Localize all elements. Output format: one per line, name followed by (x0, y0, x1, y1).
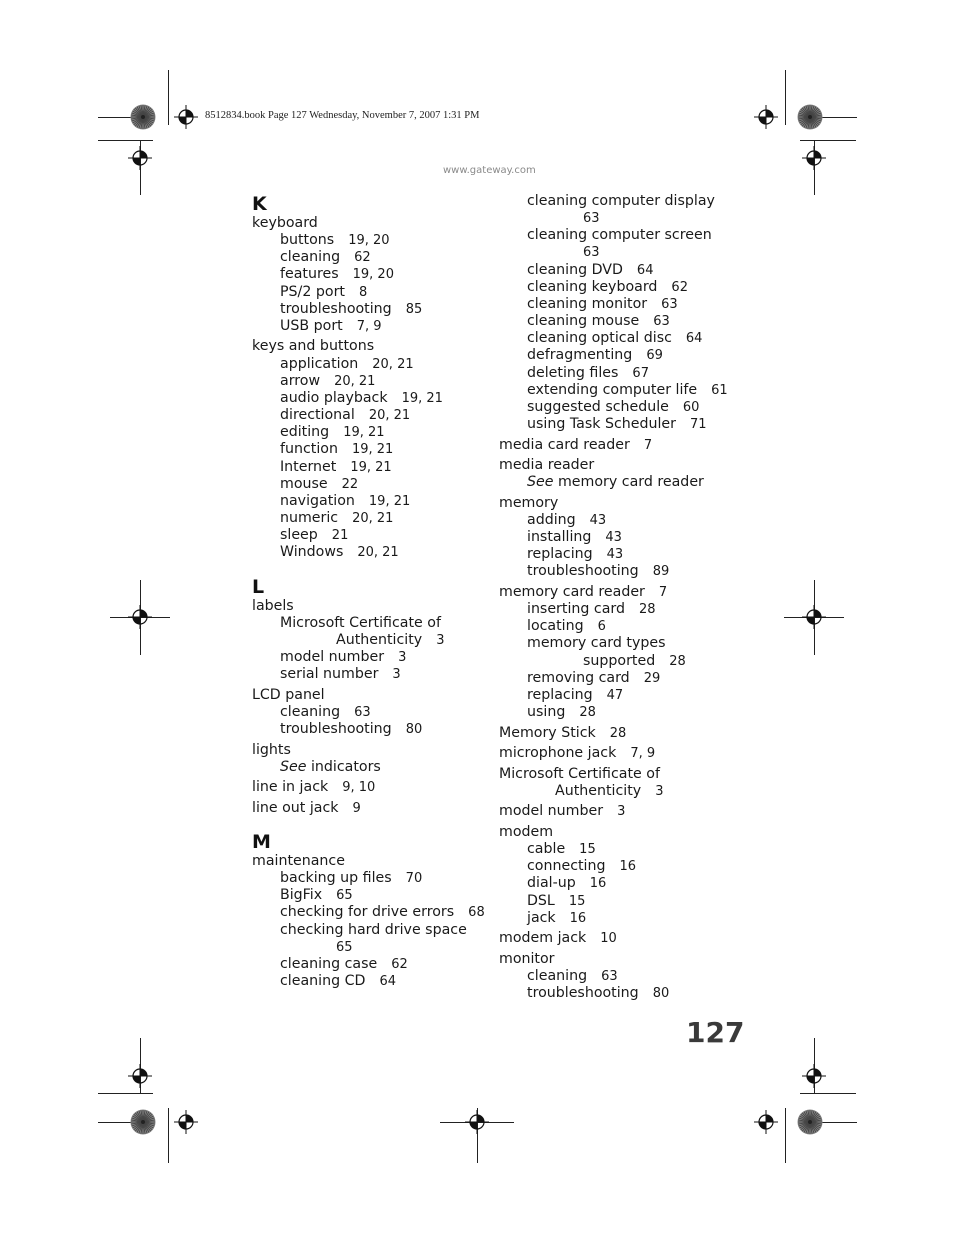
index-term: maintenance (252, 852, 345, 869)
color-target-icon (130, 104, 156, 134)
page-refs: 63 (601, 969, 618, 985)
index-section (252, 831, 485, 990)
index-entry (499, 725, 728, 742)
index-term: serial number (280, 666, 379, 683)
page-refs: 29 (643, 670, 661, 686)
index-term: cable (527, 841, 566, 858)
page-refs: 3 (655, 783, 664, 799)
index-term: media card reader (499, 436, 630, 453)
page-refs: 28 (579, 705, 596, 721)
page-refs: 63 (653, 314, 670, 330)
index-term: cleaning CD (280, 973, 366, 990)
subentry-line (499, 687, 728, 704)
page-refs: 62 (671, 279, 688, 295)
page-refs: 65 (336, 888, 353, 904)
entry-line (499, 725, 728, 742)
subentry-line (252, 390, 485, 407)
subentry-line (499, 546, 728, 563)
index-entry (499, 824, 728, 927)
subentry-line (499, 382, 728, 399)
subentry-line (499, 529, 728, 546)
entry-line (499, 495, 728, 512)
subentry-line (252, 527, 485, 544)
registration-mark-icon (128, 605, 152, 629)
subentry-line (252, 249, 485, 266)
page-refs: 21 (331, 528, 349, 544)
index-term: troubleshooting (280, 300, 392, 317)
page-number: 127 (686, 1016, 745, 1049)
subentry-line (499, 875, 728, 892)
subentry-line (499, 399, 728, 416)
index-entry (252, 338, 485, 561)
index-term: cleaning optical disc (527, 330, 672, 347)
continuation-line (499, 244, 728, 261)
index-term: replacing (527, 686, 593, 703)
index-term: monitor (499, 950, 555, 967)
page-refs: 8 (358, 284, 368, 300)
subentry-line (252, 318, 485, 335)
page-refs: 16 (569, 910, 587, 926)
page-refs: 43 (606, 547, 624, 563)
index-term: backing up files (280, 870, 392, 887)
index-entry (499, 457, 728, 491)
index-entry (252, 598, 485, 684)
section-letter: L (252, 575, 265, 598)
subentry-line (252, 459, 485, 476)
subentry-line (252, 973, 485, 990)
subentry-line (252, 922, 485, 939)
index-term: model number (499, 803, 604, 820)
entry-line (499, 457, 728, 474)
registration-mark-icon (802, 1064, 826, 1088)
page-refs: 60 (682, 399, 700, 415)
crop-line (98, 1093, 153, 1094)
index-term: Internet (280, 458, 337, 475)
continuation-line (499, 210, 728, 227)
index-entry (252, 687, 485, 738)
entry-line (252, 800, 485, 817)
index-entry (499, 930, 728, 947)
page-refs: 62 (354, 250, 371, 266)
entry-line (499, 766, 728, 783)
continuation-line (252, 939, 485, 956)
entry-line (499, 437, 728, 454)
page-refs: 20, 21 (334, 373, 376, 389)
index-entry (252, 800, 485, 817)
subentry-line (499, 563, 728, 580)
crop-line (800, 140, 856, 141)
page-refs: 71 (690, 417, 707, 433)
registration-mark-icon (754, 1110, 778, 1134)
subentry-line (252, 510, 485, 527)
index-term: cleaning (280, 249, 341, 266)
index-term: jack (527, 909, 556, 926)
index-term: LCD panel (252, 686, 325, 703)
index-term: sleep (280, 527, 318, 544)
page-refs: 22 (341, 476, 359, 492)
index-term: defragmenting (527, 347, 633, 364)
page-refs: 9, 10 (342, 780, 376, 796)
index-term: troubleshooting (527, 563, 639, 580)
index-term-cont: Authenticity (555, 782, 642, 799)
page-refs: 43 (605, 530, 622, 546)
index-entry (499, 803, 728, 820)
page-refs: 28 (669, 653, 686, 669)
subentry-line (252, 424, 485, 441)
index-term: Microsoft Certificate of (280, 614, 441, 631)
index-term: cleaning (527, 968, 588, 985)
page-refs: 19, 20 (348, 233, 390, 249)
page-refs: 7, 9 (630, 746, 656, 762)
index-term: installing (527, 529, 592, 546)
index-entry (499, 437, 728, 454)
index-term: audio playback (280, 389, 388, 406)
index-entry (252, 742, 485, 776)
index-term: cleaning computer display (527, 193, 715, 209)
subentry-line (499, 296, 728, 313)
index-term: cleaning (280, 703, 341, 720)
crop-line (168, 70, 169, 125)
subentry-line (252, 441, 485, 458)
subentry-line (252, 373, 485, 390)
subentry-line (499, 474, 728, 491)
subentry-line (499, 601, 728, 618)
subentry-line (252, 666, 485, 683)
index-entry (252, 215, 485, 335)
index-term: adding (527, 511, 576, 528)
subentry-line (499, 985, 728, 1002)
index-term: cleaning case (280, 955, 378, 972)
index-term: lights (252, 741, 291, 758)
index-term: Memory Stick (499, 724, 596, 741)
subentry-line (499, 330, 728, 347)
subentry-line (252, 266, 485, 283)
entry-line (252, 779, 485, 796)
continued-subentries (499, 193, 728, 433)
index-term: cleaning computer screen (527, 227, 712, 244)
page-refs: 28 (609, 725, 627, 741)
subentry-line (252, 615, 485, 632)
page-refs: 9 (352, 800, 361, 816)
page-refs: 20, 21 (352, 511, 394, 527)
page-refs: 19, 21 (343, 425, 385, 441)
subentry-line (252, 544, 485, 561)
index-term: dial-up (527, 875, 576, 892)
page-refs: 7 (658, 585, 668, 600)
page-refs: 63 (354, 704, 371, 720)
index-term: modem (499, 823, 554, 840)
continuation-line (252, 632, 485, 649)
subentry-line (499, 193, 728, 210)
subentry-line (252, 356, 485, 373)
index-term: directional (280, 407, 355, 424)
entry-line (499, 745, 728, 762)
subentry-line (499, 968, 728, 985)
page-refs: 20, 21 (357, 545, 399, 561)
page-refs: 19, 21 (351, 442, 394, 458)
registration-mark-icon (754, 105, 778, 129)
page-refs: 7 (643, 437, 653, 453)
index-term: labels (252, 597, 294, 614)
index-entry (499, 584, 728, 721)
index-term: cleaning DVD (527, 261, 623, 278)
crop-line (168, 1108, 169, 1163)
index-term: locating (527, 618, 584, 635)
crop-line (785, 70, 786, 125)
index-term: Windows (280, 544, 344, 561)
subentry-line (252, 704, 485, 721)
index-term: memory card types (527, 635, 666, 652)
index-term: cleaning keyboard (527, 278, 658, 295)
page-refs: 85 (405, 301, 423, 317)
index-entry (252, 779, 485, 796)
page-refs: 80 (652, 986, 670, 1002)
registration-mark-icon (128, 146, 152, 170)
index-term: numeric (280, 510, 339, 527)
index-term: suggested schedule (527, 398, 669, 415)
page-refs: 64 (636, 262, 654, 278)
subentry-line (499, 858, 728, 875)
page-refs: 19, 21 (401, 390, 443, 406)
index-section (252, 193, 485, 562)
index-term: deleting files (527, 364, 619, 381)
entry-line (252, 853, 485, 870)
index-entry (499, 951, 728, 1002)
continuation-line (499, 653, 728, 670)
index-term: removing card (527, 669, 630, 686)
color-target-icon (797, 104, 823, 134)
subentry-line (499, 893, 728, 910)
entry-line (252, 687, 485, 704)
index-term: navigation (280, 492, 355, 509)
index-entry (499, 495, 728, 581)
index-term: cleaning mouse (527, 313, 640, 330)
registration-mark-icon (174, 105, 198, 129)
subentry-line (499, 347, 728, 364)
index-term: microphone jack (499, 745, 617, 762)
index-term: connecting (527, 858, 606, 875)
subentry-line (252, 904, 485, 921)
index-term: modem jack (499, 930, 587, 947)
index-term-cont: Authenticity (336, 631, 423, 648)
index-term: model number (280, 648, 385, 665)
index-term: buttons (280, 232, 335, 249)
page-refs: 68 (468, 905, 485, 921)
index-term: cleaning monitor (527, 295, 648, 312)
index-term-cont: supported (583, 652, 656, 669)
page-refs: 62 (391, 956, 408, 972)
index-term: editing (280, 424, 330, 441)
entry-line (499, 584, 728, 601)
page-refs: 61 (711, 382, 728, 398)
index-term: using Task Scheduler (527, 416, 676, 433)
index-term: PS/2 port (280, 283, 345, 300)
page-refs: 43 (589, 512, 607, 528)
page-refs: 19, 21 (350, 459, 392, 475)
page-refs: 3 (617, 804, 626, 820)
index-section (252, 576, 485, 817)
subentry-line (499, 416, 728, 433)
page-refs: 3 (436, 632, 445, 648)
index-term: memory card reader (557, 474, 704, 491)
index-term: extending computer life (527, 381, 698, 398)
index-term: Microsoft Certificate of (499, 765, 660, 782)
subentry-line (252, 721, 485, 738)
index-term: line out jack (252, 799, 339, 816)
page-refs: 69 (646, 348, 663, 364)
index-term: DSL (527, 892, 555, 909)
page-refs: 70 (405, 871, 423, 887)
index-term: troubleshooting (527, 985, 639, 1002)
page-refs: 20, 21 (368, 408, 411, 424)
entry-line (252, 598, 485, 615)
page-refs: 65 (336, 939, 353, 955)
subentry-line (252, 887, 485, 904)
subentry-line (252, 301, 485, 318)
page-refs: 63 (583, 245, 600, 261)
page-refs: 19, 21 (368, 493, 411, 509)
entry-line (252, 742, 485, 759)
entry-line (499, 951, 728, 968)
index-term: checking for drive errors (280, 904, 455, 921)
page-refs: 6 (597, 619, 606, 635)
index-term: replacing (527, 546, 593, 563)
page-refs: 47 (606, 687, 624, 703)
subentry-line (499, 227, 728, 244)
continuation-line (499, 783, 728, 800)
entry-line (252, 215, 485, 232)
see-reference: See (527, 474, 554, 491)
index-term: troubleshooting (280, 721, 392, 737)
subentry-line (499, 635, 728, 652)
entry-line (499, 803, 728, 820)
index-term: USB port (280, 317, 343, 334)
registration-mark-icon (802, 605, 826, 629)
index-term: media reader (499, 457, 595, 474)
index-term: BigFix (280, 887, 323, 904)
index-term: keyboard (252, 215, 318, 231)
entry-line (252, 338, 485, 355)
subentry-line (252, 649, 485, 666)
page-refs: 10 (600, 931, 617, 947)
index-column-left (252, 193, 485, 1004)
index-term: mouse (280, 475, 328, 492)
entry-line (499, 930, 728, 947)
subentry-line (252, 476, 485, 493)
index-term: keys and buttons (252, 338, 375, 355)
page-refs: 89 (652, 564, 670, 580)
page-refs: 64 (685, 331, 703, 347)
section-letter: K (252, 193, 267, 215)
registration-mark-icon (802, 146, 826, 170)
index-term: features (280, 266, 339, 283)
subentry-line (252, 284, 485, 301)
page-refs: 28 (638, 602, 656, 618)
section-letter: M (252, 830, 271, 853)
crop-line (785, 1108, 786, 1163)
index-column-right (499, 193, 728, 1006)
subentry-line (499, 618, 728, 635)
color-target-icon (797, 1109, 823, 1139)
subentry-line (499, 704, 728, 721)
subentry-line (499, 365, 728, 382)
page-refs: 3 (392, 667, 401, 683)
index-term: checking hard drive space (280, 921, 467, 938)
index-term: memory (499, 494, 559, 511)
page-refs: 16 (589, 876, 607, 892)
subentry-line (499, 512, 728, 529)
subentry-line (252, 407, 485, 424)
index-entry (252, 853, 485, 990)
crop-line (800, 1093, 856, 1094)
subentry-line (499, 841, 728, 858)
subentry-line (252, 759, 485, 776)
see-reference: See (280, 758, 307, 775)
index-term: arrow (280, 372, 321, 389)
page-refs: 15 (579, 842, 596, 858)
subentry-line (499, 262, 728, 279)
index-entry (499, 745, 728, 762)
page-refs: 19, 20 (352, 267, 394, 283)
subentry-line (252, 870, 485, 887)
registration-mark-icon (174, 1110, 198, 1134)
page-refs: 3 (398, 649, 407, 665)
page-refs: 7, 9 (356, 318, 382, 334)
page-refs: 67 (632, 365, 649, 381)
subentry-line (252, 956, 485, 973)
index-term: function (280, 441, 338, 458)
crop-line (98, 140, 153, 141)
registration-mark-icon (465, 1110, 489, 1134)
page-refs: 16 (619, 859, 637, 875)
subentry-line (499, 279, 728, 296)
entry-line (499, 824, 728, 841)
index-term: line in jack (252, 779, 329, 796)
subentry-line (499, 313, 728, 330)
registration-mark-icon (128, 1064, 152, 1088)
index-term: inserting card (527, 601, 625, 618)
subentry-line (252, 232, 485, 249)
page-refs: 80 (405, 722, 423, 737)
page-refs: 63 (661, 296, 678, 312)
page-refs: 63 (583, 211, 600, 227)
index-entry (499, 766, 728, 800)
page-refs: 20, 21 (372, 356, 414, 372)
subentry-line (499, 910, 728, 927)
subentry-line (499, 670, 728, 687)
website-url: www.gateway.com (443, 165, 536, 176)
page-refs: 64 (379, 974, 396, 990)
index-term: using (527, 704, 566, 721)
subentry-line (252, 493, 485, 510)
print-job-info: 8512834.book Page 127 Wednesday, November 7, 2007 1:31 PM (205, 110, 480, 121)
index-term: application (280, 355, 359, 372)
index-term: indicators (310, 758, 381, 775)
page-refs: 15 (568, 893, 586, 909)
color-target-icon (130, 1109, 156, 1139)
index-term: memory card reader (499, 584, 645, 600)
